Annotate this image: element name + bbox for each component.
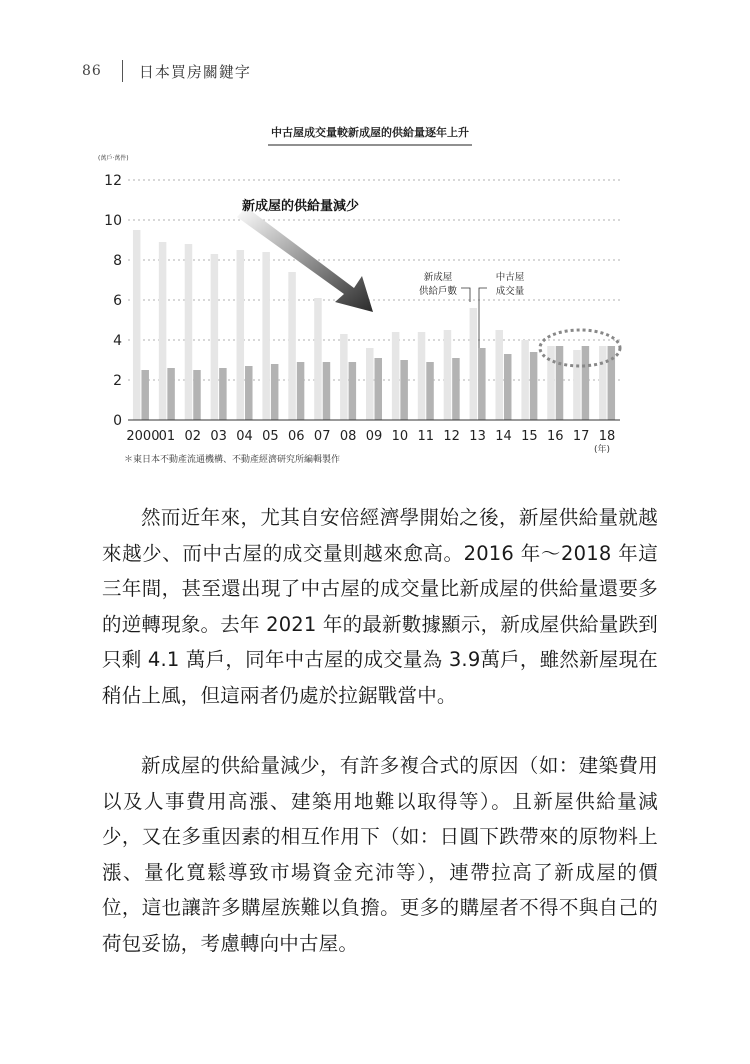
p1-line: 供給量還要多的逆轉現象。去年 2021 年的最新數據顯示， [102,577,658,636]
p1-line: 萬戶，雖然新屋現在稍佔上風，但這兩者仍處於拉鋸戰當中。 [102,648,658,707]
bar-new-supply [521,340,529,420]
bar-used-sales [323,362,331,420]
p2-line: 給量減少，又在多重因素的相互作用下（如：日圓下跌帶來 [102,789,658,848]
paragraph-2 [102,748,658,961]
bar-used-sales [141,370,149,420]
bar-new-supply [573,350,581,420]
bar-used-sales [193,370,201,420]
page-header [82,58,251,84]
y-ticks [104,173,122,429]
bar-used-sales [167,368,175,420]
p1-line: 2018 年這三年間，甚至還出現了中古屋的成交量比新成屋的 [102,541,659,600]
bar-used-sales [504,354,512,420]
bar-new-supply [185,244,193,420]
bar-used-sales [556,346,564,420]
x-tick-label: 18 [598,429,616,444]
bar-new-supply [340,334,348,420]
x-tick-label: 17 [572,429,590,444]
bar-new-supply [392,332,400,420]
bar-new-supply [547,346,555,420]
legend-used-line1: 中古屋 [495,272,525,283]
p2-line: 費用以及人事費用高漲、建築用地難以取得等）。且新屋供 [102,754,658,813]
book-title: 日本買房關鍵字 [138,62,251,81]
x-tick-label: 2000 [126,429,160,444]
bar-new-supply [470,308,478,420]
arrow-label: 新成屋的供給量減少 [242,199,360,214]
x-tick-label: 06 [288,429,305,444]
legend-used-line2: 成交量 [495,286,525,297]
legend-used-leader [479,288,487,348]
x-tick-label: 10 [391,429,409,444]
p2-line: 了新成屋的價位，這也讓許多購屋族難以負擔。更多的購屋 [102,860,659,919]
bar-new-supply [237,250,245,420]
p2-line: 的原物料上漲、量化寬鬆導致市場資金充沛等），連帶拉高 [102,825,658,884]
source-note: ＊東日本不動產流通機構、不動產經濟研究所編輯製作 [124,455,341,465]
bar-new-supply [262,252,270,420]
y-tick-label: 10 [104,213,122,229]
bars-layer [133,230,615,420]
x-ticks [126,429,615,444]
bar-new-supply [418,332,426,420]
y-tick-label: 6 [113,293,122,309]
y-tick-label: 0 [113,413,122,429]
bar-new-supply [366,348,374,420]
bar-used-sales [349,362,357,420]
bar-used-sales [426,362,434,420]
p1-line: 新成屋供給量跌到只剩 4.1 萬戶，同年中古屋的成交量為 3.9 [102,612,658,671]
y-tick-label: 4 [113,333,122,349]
bar-used-sales [219,368,227,420]
p1-line: 量就越來越少、而中古屋的成交量則越來愈高。2016 年～ [102,506,658,565]
x-tick-label: 09 [365,429,383,444]
x-tick-label: 07 [313,429,331,444]
bar-used-sales [297,362,305,420]
bar-new-supply [159,242,167,420]
paragraph-1 [102,500,658,713]
bar-new-supply [288,272,296,420]
bar-used-sales [582,346,590,420]
y-unit-label: (萬戶·萬件) [98,155,129,162]
paragraph-2-text [102,748,658,961]
bar-used-sales [478,348,486,420]
x-tick-label: 15 [521,429,538,444]
bar-used-sales [530,352,538,420]
x-tick-label: 14 [495,429,512,444]
y-tick-label: 2 [113,373,122,389]
x-tick-label: 13 [469,429,486,444]
x-tick-label: 12 [443,429,460,444]
p1-line: 然而近年來，尤其自安倍經濟學開始之後，新屋供給 [141,506,599,529]
x-tick-label: 03 [210,429,227,444]
bar-new-supply [133,230,141,420]
chart-svg [90,118,650,478]
y-tick-label: 8 [113,253,122,269]
bar-used-sales [400,360,408,420]
x-tick-label: 01 [158,429,176,444]
header-divider [122,60,123,82]
paragraph-1-text [102,500,658,713]
bar-new-supply [211,254,219,420]
chart-title: 中古屋成交量較新成屋的供給量逐年上升 [271,126,469,139]
legend-new-line1: 新成屋 [423,272,453,283]
bar-used-sales [271,364,279,420]
bar-new-supply [495,330,503,420]
bar-new-supply [444,330,452,420]
page-number: 86 [82,63,102,79]
supply-chart [90,118,650,478]
bar-used-sales [375,358,383,420]
bar-new-supply [314,298,322,420]
legend-new-line2: 供給戶數 [418,286,458,297]
p2-line: 者不得不與自己的荷包妥協，考慮轉向中古屋。 [102,896,658,955]
bar-new-supply [599,346,607,420]
bar-used-sales [245,366,253,420]
decrease-arrow-icon [237,207,373,312]
grid-layer [128,180,620,380]
bar-used-sales [608,346,616,420]
x-tick-label: 08 [339,429,357,444]
x-tick-label: 05 [262,429,279,444]
x-unit-label: (年) [593,445,611,455]
x-tick-label: 11 [417,429,435,444]
y-tick-label: 12 [104,173,122,189]
bar-used-sales [452,358,460,420]
p2-line: 新成屋的供給量減少，有許多複合式的原因（如：建築 [141,754,619,777]
x-tick-label: 02 [184,429,202,444]
x-tick-label: 04 [236,429,253,444]
x-tick-label: 16 [546,429,564,444]
